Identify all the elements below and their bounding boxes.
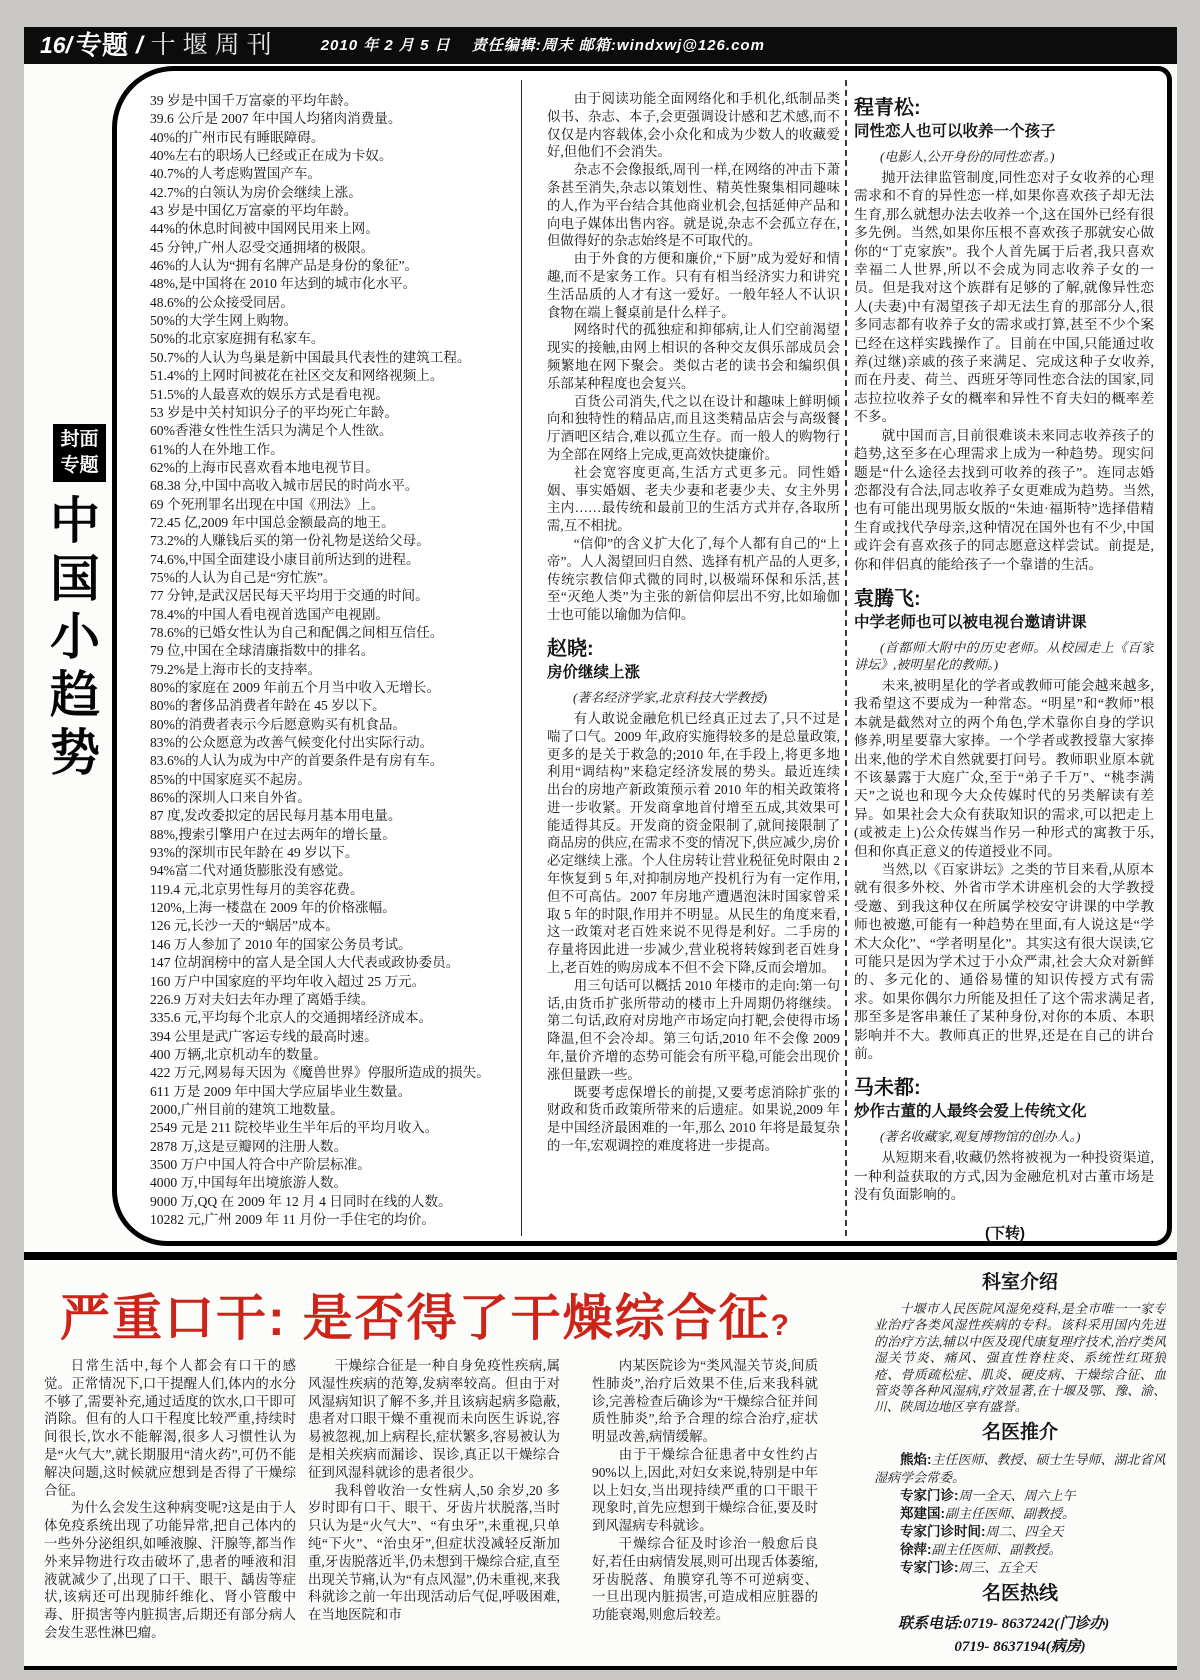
ad-text-column-3 [592, 1357, 818, 1659]
statistic-line: 43 岁是中国亿万富豪的平均年龄。 [150, 203, 358, 219]
column-divider-solid [521, 80, 522, 1236]
statistic-line: 120%,上海一楼盘在 2009 年的价格涨幅。 [150, 900, 396, 916]
statistic-line: 2878 万,这是豆瓣网的注册人数。 [150, 1138, 348, 1154]
section-paragraphs [854, 1149, 1154, 1204]
statistic-line: 2549 元是 211 院校毕业生半年后的平均月收入。 [150, 1120, 439, 1136]
doctor-detail: 副主任医师、副教授。 [945, 1505, 1076, 1521]
statistic-line: 48.6%的公众接受同居。 [150, 294, 294, 310]
continued-note: (下转) [985, 1225, 1025, 1242]
doctor-name: 郑建国: [900, 1505, 945, 1521]
ad-headline-question-mark: ? [770, 1309, 791, 1342]
section-byline: (首都师大附中的历史老师。从校园走上《百家讲坛》,被明星化的教师。) [854, 639, 1154, 672]
department-intro-heading: 科室介绍 [981, 1272, 1058, 1293]
section-byline: (著名收藏家,观复博物馆的创办人。) [880, 1129, 1081, 1145]
page-header [24, 27, 1177, 64]
paragraph: 由于干燥综合征患者中女性约占90%以上,因此,对妇女来说,特别是中年以上妇女,当出现持续严重的口干眼干现象时,首先应想到干燥综合征,要及时到风湿病专科就诊。 [592, 1446, 818, 1534]
paragraph: 我科曾收治一女性病人,50 余岁,20 多岁时即有口干、眼干、牙齿片状脱落,当时只认为是“火气大”、“有虫牙”,未重视,只单纯“下火”、“治虫牙”,但症状没减轻反渐加重,牙齿脱落近半,仍未想到干燥综合症,直至出现关节痛,认为“有点风湿”,仍未重视,来我科就诊之前一年出现活动后气促,呼吸困难,在当地医院和市 [308, 1482, 560, 1623]
vertical-feature-title: 中国小趋势 [43, 494, 99, 784]
statistic-line: 68.38 分,中国中高收入城市居民的时尚水平。 [150, 478, 419, 494]
section-byline: (电影人,公开身份的同性恋者。) [880, 149, 1055, 164]
statistic-line: 40%左右的职场人已经或正在成为卡奴。 [150, 148, 393, 164]
paragraph: 杂志不会像报纸,周刊一样,在网络的冲击下萧条甚至消失,杂志以策划性、精英性聚集相同趣味的人,作为平台结合其他商业机会,包括延伸产品和向电子媒体出售内容。就是说,杂志不会孤立存在,但做得好的杂志始终是不可取代的。 [547, 162, 840, 249]
statistic-line: 160 万户中国家庭的平均年收入超过 25 万元。 [150, 973, 426, 989]
doctor-row [874, 1487, 1166, 1505]
statistic-line: 147 位胡润榜中的富人是全国人大代表或政协委员。 [150, 955, 460, 971]
section-author-name: 马未都: [854, 1077, 921, 1100]
statistic-line: 9000 万,QQ 在 2009 年 12 月 4 日同时在线的人数。 [150, 1193, 452, 1209]
column-divider-dashed [845, 80, 847, 1236]
statistic-line: 77 分钟,是武汉居民每天平均用于交通的时间。 [150, 588, 429, 604]
statistic-line: 40%的广州市民有睡眠障碍。 [150, 129, 325, 145]
statistic-line: 93%的深圳市民年龄在 49 岁以下。 [150, 845, 359, 861]
right-column [854, 92, 1154, 1238]
statistic-line: 86%的深圳人口来自外省。 [150, 790, 311, 806]
bottom-rule [24, 1666, 1177, 1670]
section-title: 同性恋人也可以收养一个孩子 [854, 123, 1056, 140]
paragraph: 有人敢说金融危机已经真正过去了,只不过是喘了口气。2009 年,政府实施得较多的是总量政策,更多的是关于救急的;2010 年,在手段上,将更多地利用“调结构”来稳定经济发展的势头。最近连续出台的房地产新政策预示着 2010 年的相关政策将进一步收紧。开发商拿地首付增至五成,其效果可能适得其反。开发商的资金限制了,就间接限制了商品房的供应,在需求不变的情况下,供应减少,房价必定继续上涨。个人住房转让营业税征免时限由 2 年恢复到 5 年,对抑制房地产投机行为有一定作用,但不可高估。2007 年房地产遭遇泡沫时国家曾采取 5 年的时限,作用并不明显。从民生的角度来看,这一政策对老百姓来说不见得是利好。二手房的存量将因此进一步减少,营业税将转嫁到老百姓身上,老百姓的购房成本不但不会下降,反而会增加。 [547, 710, 840, 976]
paragraph: 由于阅读功能全面网络化和手机化,纸制品类似书、杂志、本子,会更强调设计感和艺术感,而不仅仅是内容载体,会小众化和成为少数人的收藏爱好,但他们不会消失。 [547, 91, 840, 160]
statistic-line: 146 万人参加了 2010 年的国家公务员考试。 [150, 936, 412, 952]
statistic-line: 46%的人认为“拥有名牌产品是身份的象征”。 [150, 258, 419, 274]
doctor-detail: 主任医师、教授、硕士生导师、湖北省风湿病学会常委。 [874, 1451, 1166, 1485]
section-title: 炒作古董的人最终会爱上传统文化 [854, 1103, 1087, 1121]
paragraph: 网络时代的孤独症和抑郁病,让人们空前渴望现实的接触,由网上相识的各种交友俱乐部成员会频繁地在网下聚会。类似古老的读书会和编织俱乐部某种程度也会复兴。 [547, 322, 840, 391]
statistic-line: 94%富二代对通货膨胀没有感觉。 [150, 863, 352, 879]
trend-paragraphs [547, 90, 840, 624]
page-number: 16/ [40, 32, 72, 58]
statistic-line: 2000,广州目前的建筑工地数量。 [150, 1101, 344, 1117]
section-yuantengfei [854, 587, 1154, 1064]
section-paragraphs [854, 677, 1154, 1064]
statistic-line: 62%的上海市民喜欢看本地电视节目。 [150, 459, 379, 475]
section-zhaoxiao [547, 637, 840, 1155]
section-paragraphs [854, 169, 1154, 574]
doctors-heading: 名医推介 [981, 1421, 1058, 1443]
doctor-row [874, 1559, 1166, 1577]
statistics-list [150, 92, 510, 1238]
doctor-row [874, 1451, 1166, 1487]
doctor-name: 徐萍: [900, 1541, 932, 1557]
statistic-line: 400 万辆,北京机动车的数量。 [150, 1046, 327, 1062]
paragraph: 用三句话可以概括 2010 年楼市的走向:第一句话,由货币扩张所带动的楼市上升周期仍将继续。第二句话,政府对房地产市场定向打靶,会使得市场降温,但不会冷却。第三句话,2010 年不会像 2009 年,量价齐增的态势可能会有所平稳,可能会出现价涨但量跌一些。 [547, 977, 840, 1082]
section-paragraphs [547, 710, 840, 1155]
badge-line-2: 专题 [60, 455, 99, 476]
paragraph: “信仰”的含义扩大化了,每个人都有自己的“上帝”。人人渴望回归自然、选择有机产品的人更多,传统宗教信仰式微的同时,以极端环保和乐活,甚至“灭绝人类”为主张的新信仰层出不穷,比如瑜伽士也可能以瑜伽为信仰。 [547, 535, 840, 623]
statistic-line: 45 分钟,广州人忍受交通拥堵的极限。 [150, 239, 375, 255]
paragraph: 为什么会发生这种病变呢?这是由于人体免疫系统出现了功能异常,把自己体内的一些外分泌组织,如唾液腺、汗腺等,都当作外来异物进行攻击破坏了,患者的唾液和泪液就减少了,出现了口干、眼干、龋齿等症状,该病还可出现肺纤维化、肾小管酸中毒、肝损害等内脏损害,后期还有部分病人会发生恶性淋巴瘤。 [44, 1500, 296, 1640]
statistic-line: 50.7%的人认为鸟巢是新中国最具代表性的建筑工程。 [150, 349, 471, 365]
paragraph: 当然,以《百家讲坛》之类的节目来看,从原本就有很多外校、外省市学术讲座机会的大学教授受邀、到我这种仅在所属学校安守讲课的中学教师也被邀,可能有一种趋势在里面,有人说这是“学术大众化”、“学者明星化”。其实这有很大误读,它可能只是因为学术过于小众严肃,社会大众对新鲜的、多元化的、通俗易懂的知识传授方式有需求。如果你偶尔力所能及担任了这个需求满足者,那至多是客串兼任了某种身份,对你的本质、本职影响并不大。教师真正的世界,还是在自己的讲台前。 [854, 862, 1154, 1062]
paragraph: 未来,被明星化的学者或教师可能会越来越多,我希望这不要成为一种常态。“明星”和“教师”根本就是截然对立的两个角色,学术靠你自身的学识修养,明星要靠大家捧。一个学者或教授靠大家捧出来,他的学术自然就要打问号。教师职业原本就不该暴露于大庭广众,至于“弟子千万”、“桃李满天”之说也和现今大众传媒时代的另类解读有差异。如果社会大众有获取知识的需求,可以把走上(或被走上)公众传媒当作另一种形式的寓教于乐,但和你真正意义的传道授业不同。 [854, 677, 1154, 859]
ad-info-panel [874, 1266, 1166, 1664]
statistic-line: 60%香港女性性生活只为满足个人性欲。 [150, 423, 393, 439]
section-maweidu [854, 1076, 1154, 1204]
middle-column [547, 90, 840, 1242]
statistic-line: 422 万元,网易每天因为《魔兽世界》停服所造成的损失。 [150, 1065, 490, 1081]
paragraph: 就中国而言,目前很难谈未来同志收养孩子的趋势,这至多在心理需求上成为一种趋势。现实问题是“什么途径去找到可收养的孩子”。连同志婚恋都没有合法,同志收养子女更难成为趋势。当然,也有可能出现男版女版的“朱迪·福斯特”选择借精生育或找代孕母亲,这种情况在国外也有不少,中国或许会有喜欢孩子的同志愿意这样尝试。前提是,你和伴侣真的能给孩子一个靠谱的生活。 [854, 427, 1154, 572]
statistic-line: 78.4%的中国人看电视首选国产电视剧。 [150, 606, 390, 622]
statistic-line: 80%的奢侈品消费者年龄在 45 岁以下。 [150, 698, 386, 714]
doctor-row [874, 1523, 1166, 1541]
statistic-line: 40.7%的人考虑购置国产车。 [150, 166, 322, 182]
doctors-list [874, 1451, 1166, 1577]
clinic-hours: 周一全天、周六上午 [958, 1487, 1076, 1503]
statistic-line: 51.5%的人最喜欢的娱乐方式是看电视。 [150, 386, 390, 402]
cover-topic-badge [53, 424, 106, 482]
section-title: 中学老师也可以被电视台邀请讲课 [854, 613, 1087, 631]
paragraph: 由于外食的方便和廉价,“下厨”成为爱好和情趣,而不是家务工作。只有有相当经济实力和讲究生活品质的人才有这一爱好。一般年轻人不认识食物在端上餐桌前是什么样子。 [547, 251, 840, 320]
statistic-line: 226.9 万对夫妇去年办理了离婚手续。 [150, 991, 375, 1007]
clinic-hours-label: 专家门诊时间: [900, 1523, 986, 1539]
statistic-line: 51.4%的上网时间被花在社区交友和网络视频上。 [150, 368, 444, 384]
ad-headline-rest: 是否得了干燥综合征 [302, 1290, 771, 1346]
statistic-line: 83%的公众愿意为改善气候变化付出实际行动。 [150, 735, 434, 751]
clinic-hours-label: 专家门诊: [900, 1487, 959, 1503]
section-chengqingsong [854, 96, 1154, 574]
header-section-label: 专题 [75, 30, 128, 60]
header-meta: 2010 年 2 月 5 日 责任编辑:周末 邮箱:windxwj@126.com [320, 37, 765, 54]
section-author-name: 赵晓: [547, 637, 594, 660]
statistic-line: 53 岁是中关村知识分子的平均死亡年龄。 [150, 404, 399, 420]
statistic-line: 72.45 亿,2009 年中国总金额最高的地王。 [150, 514, 395, 530]
statistic-line: 74.6%,中国全面建设小康目前所达到的进程。 [150, 551, 420, 567]
badge-line-1: 封面 [60, 429, 99, 450]
statistic-line: 10282 元,广州 2009 年 11 月份一手住宅的均价。 [150, 1211, 435, 1227]
doctor-name: 熊焰: [900, 1451, 932, 1467]
statistic-line: 335.6 元,平均每个北京人的交通拥堵经济成本。 [150, 1010, 433, 1026]
statistic-line: 85%的中国家庭买不起房。 [150, 771, 311, 787]
statistic-line: 83.6%的人认为成为中产的首要条件是有房有车。 [150, 753, 444, 769]
department-intro-text: 十堰市人民医院风湿免疫科,是全市唯一一家专业治疗各类风湿性疾病的专科。该科采用国内先进的治疗方法,辅以中医及现代康复理疗技术,治疗类风湿关节炎、痛风、强直性脊柱炎、系统性红斑狼疮、骨质疏松症、肌炎、硬皮病、干燥综合征、血管炎等各种风湿病,疗效显著,在十堰及鄂、豫、渝、川、陕周边地区享有盛誉。 [874, 1302, 1166, 1415]
paragraph: 干燥综合征及时诊治一般愈后良好,若任由病情发展,则可出现舌体萎缩,牙齿脱落、角膜穿孔等不可逆病变、一旦出现内脏损害,可造成相应脏器的功能衰竭,则愈后较差。 [592, 1535, 818, 1623]
statistic-line: 42.7%的白领认为房价会继续上涨。 [150, 184, 362, 200]
statistic-line: 80%的家庭在 2009 年前五个月当中收入无增长。 [150, 680, 440, 695]
statistic-line: 39.6 公斤是 2007 年中国人均猪肉消费量。 [150, 111, 402, 127]
clinic-hours: 周三、五全天 [958, 1559, 1037, 1575]
clinic-hours-label: 专家门诊: [900, 1559, 959, 1575]
ad-text-column-1 [44, 1357, 296, 1659]
section-author-name: 袁腾飞: [854, 587, 921, 610]
doctor-row [874, 1505, 1166, 1523]
statistic-line: 75%的人认为自己是“穷忙族”。 [150, 569, 337, 585]
ad-headline-lead: 严重口干: [60, 1290, 287, 1346]
statistic-line: 119.4 元,北京男性每月的美容花费。 [150, 881, 364, 897]
statistic-line: 69 个死刑罪名出现在中国《刑法》上。 [150, 496, 385, 512]
paragraph: 内某医院诊为“类风湿关节炎,间质性肺炎”,治疗后效果不佳,后来我科就诊,完善检查后确诊为“干燥综合征并间质性肺炎”,给予合理的综合治疗,症状明显改善,病情缓解。 [592, 1358, 818, 1445]
statistic-line: 61%的人在外地工作。 [150, 441, 284, 457]
paragraph: 百货公司消失,代之以在设计和趣味上鲜明倾向和独特性的精品店,而且这类精品店会与高级餐厅酒吧区结合,难以孤立生存。而一般人的购物行为全部在网络上完成,更高效快捷廉价。 [547, 393, 840, 462]
statistic-line: 611 万是 2009 年中国大学应届毕业生数量。 [150, 1083, 412, 1099]
statistic-line: 50%的北京家庭拥有私家车。 [150, 331, 325, 347]
hotline-phone-1: 联系电话:0719- 8637242(门诊办) [898, 1615, 1110, 1632]
statistic-line: 50%的大学生网上购物。 [150, 313, 298, 329]
statistic-line: 394 公里是武广客运专线的最高时速。 [150, 1028, 378, 1044]
doctor-row [874, 1541, 1166, 1559]
header-slash: / [136, 31, 143, 59]
statistic-line: 44%的休息时间被中国网民用来上网。 [150, 221, 379, 237]
statistic-line: 126 元,长沙一天的“蜗居”成本。 [150, 918, 339, 934]
statistic-line: 39 岁是中国千万富豪的平均年龄。 [150, 93, 358, 108]
section-author-name: 程青松: [854, 97, 921, 119]
statistic-line: 78.6%的已婚女性认为自己和配偶之间相互信任。 [150, 624, 444, 640]
paragraph: 抛开法律监管制度,同性恋对子女收养的心理需求和不育的异性恋一样,如果你喜欢孩子却无法生育,那么就想办法去收养一个,这在国外已经有很多先例。当然,如果你压根不喜欢孩子那就安心做你的“丁克家族”。我个人首先属于后者,我只喜欢幸福二人世界,所以不会成为同志收养子女的一员。但是我对这个族群有足够的了解,就像异性恋人(夫妻)中有渴望孩子却无法生育的那部分人,很多同志都有收养子女的需求或打算,甚至不少个案已经在这样实践操作了。目前在中国,只能通过收养(过继)亲戚的孩子来满足、完成这种子女收养,而在丹麦、荷兰、西班牙等同性恋合法的国家,同志拉拉收养子女的概率和异性不育夫妇的概率差不多。 [854, 170, 1154, 425]
statistic-line: 87 度,发改委拟定的居民每月基本用电量。 [150, 808, 402, 824]
statistic-line: 3500 万户中国人符合中产阶层标准。 [150, 1156, 371, 1172]
section-separator-rule [24, 1252, 1177, 1260]
paragraph: 从短期来看,收藏仍然将被视为一种投资渠道,一种利益获取的方式,因为金融危机对古董市场是没有负面影响的。 [854, 1150, 1154, 1203]
doctor-detail: 副主任医师、副教授。 [931, 1541, 1062, 1557]
statistic-line: 4000 万,中国每年出境旅游人数。 [150, 1175, 348, 1191]
paragraph: 既要考虑保增长的前提,又要考虑消除扩张的财政和货币政策所带来的后遗症。如果说,2009 年是中国经济最困难的一年,那么 2010 年将是最复杂的一年,宏观调控的难度将进一步提高。 [547, 1084, 840, 1154]
paper-name: 十堰周刊 [150, 32, 279, 59]
hotline-heading: 名医热线 [981, 1582, 1058, 1604]
paragraph: 社会宽容度更高,生活方式更多元。同性婚姻、事实婚姻、老夫少妻和老妻少夫、女主外男主内……最传统和最前卫的生活方式并存,各取所需,互不相扰。 [547, 464, 840, 534]
ad-text-column-2 [308, 1357, 560, 1659]
statistic-line: 80%的消费者表示今后愿意购买有机食品。 [150, 716, 407, 732]
statistic-line: 88%,搜索引擎用户在过去两年的增长量。 [150, 826, 396, 842]
paragraph: 干燥综合征是一种自身免疫性疾病,属风湿性疾病的范筹,发病率较高。但由于对风湿病知识了解不多,并且该病起病多隐蔽,患者对口眼干燥不重视而未向医生诉说,容易被忽视,加上病程长,症状繁多,容易被认为是相关疾病而漏诊、误诊,真正以干燥综合征到风湿科就诊的患者很少。 [308, 1358, 560, 1480]
section-byline: (著名经济学家,北京科技大学教授) [573, 689, 767, 705]
statistic-line: 73.2%的人赚钱后买的第一份礼物是送给父母。 [150, 533, 430, 549]
statistic-line: 79.2%是上海市长的支持率。 [150, 661, 322, 677]
hotline-phone-2: 0719- 8637194(病房) [954, 1638, 1086, 1655]
statistic-line: 79 位,中国在全球清廉指数中的排名。 [150, 643, 375, 659]
section-title: 房价继续上涨 [547, 663, 641, 681]
ad-headline [60, 1278, 820, 1350]
clinic-hours: 周二、四全天 [985, 1523, 1064, 1539]
paragraph: 日常生活中,每个人都会有口干的感觉。正常情况下,口干提醒人们,体内的水分不够了,需要补充,通过适度的饮水,口干即可消除。但有的人口干程度比较严重,持续时间很长,饮水不能解渴,很多人习惯性认为是“火气大”,就长期服用“清火药”,可仍不能解决问题,这时候就应想到是否得了干燥综合征。 [44, 1358, 296, 1498]
statistic-line: 48%,是中国将在 2010 年达到的城市化水平。 [150, 276, 417, 292]
